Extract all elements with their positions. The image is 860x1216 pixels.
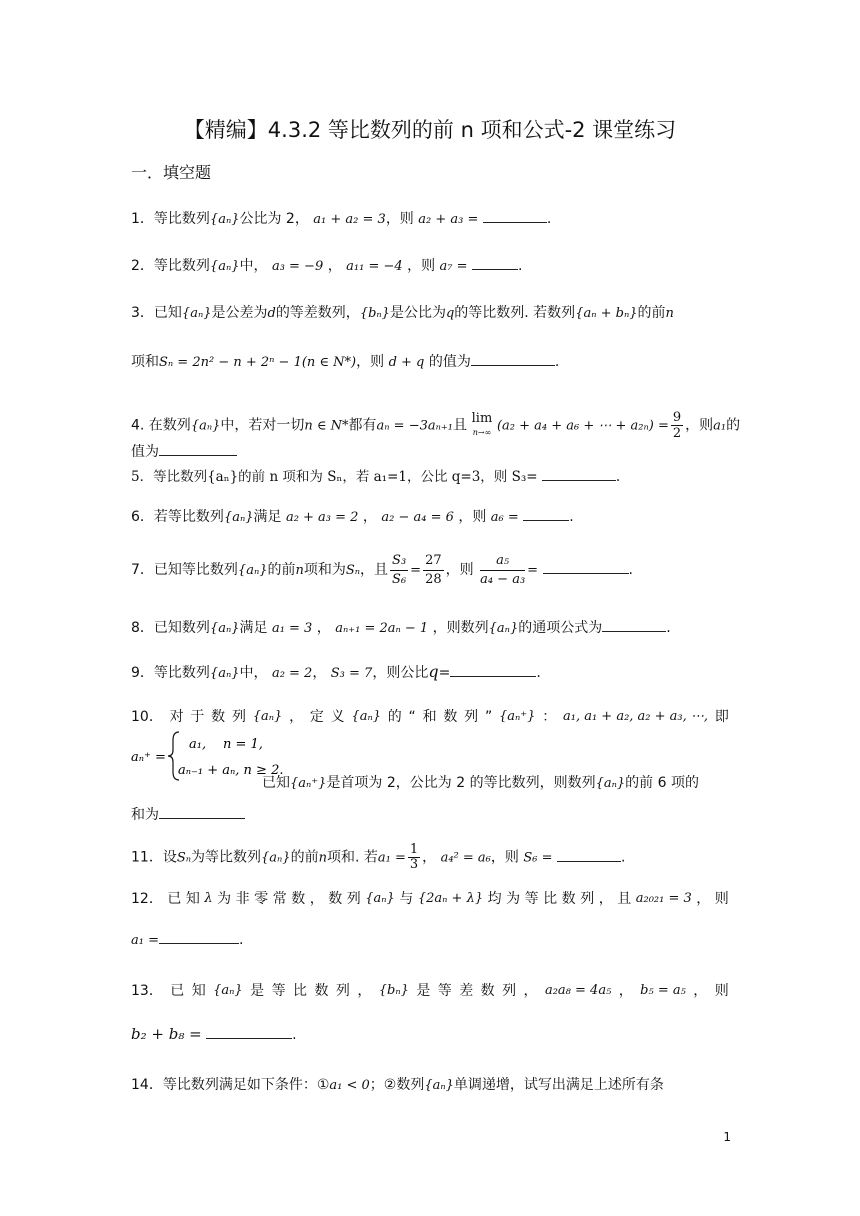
q6-text: . [569, 509, 574, 525]
q9-text: ， [312, 665, 327, 681]
q10l1-token: ” [484, 709, 493, 725]
q3-math: q [445, 306, 455, 321]
q7-denominator: S₆ [392, 571, 407, 587]
question-8 [131, 617, 671, 640]
q13l1-token: 等 [271, 983, 286, 999]
q10l1-token: 义 [330, 709, 345, 725]
q10l1-token: ： [542, 709, 557, 725]
q4-math: n ∈ N* [304, 418, 349, 434]
q12l1-token: ， [309, 891, 324, 907]
q4-text: 4. 在数列 [131, 417, 191, 434]
q13l1-token: 列 [335, 983, 350, 999]
q9-text: ，则公比 [372, 665, 429, 681]
q12l1-token: 列 [580, 891, 595, 907]
q3-math: Sₙ = 2n² − n + 2ⁿ − 1(n ∈ N*) [159, 355, 357, 370]
q4-lim-text: lim [471, 410, 493, 426]
question-6 [131, 506, 574, 529]
q14-math: {aₙ} [424, 1078, 454, 1093]
q7-text: 的前 [267, 562, 296, 578]
page-title: 【精编】4.3.2 等比数列的前 n 项和公式-2 课堂练习 [183, 118, 677, 142]
q8-text: . [666, 620, 671, 636]
q12l1-token: 知 [185, 891, 200, 907]
q3-math: {bₙ} [359, 306, 390, 321]
question-4-line-2 [131, 441, 237, 463]
q2-text: ，则 [407, 258, 436, 274]
question-3-line-2 [131, 351, 559, 374]
q6-text: ， [362, 509, 377, 525]
question-10-line-1 [131, 706, 729, 728]
q13l1-token: 数 [480, 983, 495, 999]
q7-math: Sₙ [345, 563, 361, 578]
q11-math: a₄² = a₆ [440, 850, 491, 866]
answer-blank[interactable] [159, 441, 237, 456]
answer-blank[interactable] [523, 506, 569, 521]
q12l1-token: 非 [235, 891, 250, 907]
q4-text: 的 [726, 417, 741, 434]
q2-text: ， [327, 258, 342, 274]
q13l1-token: 是 [416, 983, 431, 999]
q2-text: 中， [239, 258, 268, 274]
answer-blank[interactable] [206, 1024, 292, 1039]
q11-numerator: 1 [409, 842, 419, 857]
q13l1-token: 差 [459, 983, 474, 999]
q13l1-token: 已 [170, 983, 185, 999]
q7-fraction-ratio [423, 552, 444, 589]
question-9 [131, 661, 541, 685]
q10l1-token: 的 [387, 709, 402, 725]
q2-math: {aₙ} [209, 259, 240, 274]
q3-text: 的前 [637, 305, 666, 321]
q7-fraction-a [480, 552, 525, 589]
q10-text: 的前 6 项的 [625, 775, 699, 791]
q11-fraction [408, 843, 420, 872]
q2-text: . [518, 258, 523, 274]
q8-text: 的通项公式为 [518, 620, 603, 636]
q6-math: a₂ + a₃ = 2 [285, 510, 359, 525]
q13l1-token: ， [618, 983, 633, 999]
q10l1-token: {aₙ} [351, 709, 381, 724]
q11-math: Sₙ [176, 850, 192, 866]
q8-text: 8．已知数列 [131, 620, 210, 636]
q6-text: 满足 [253, 509, 282, 525]
q11-math: S₆ = [523, 850, 553, 866]
q10-text: 和为 [131, 807, 159, 823]
q7-text: ，则 [445, 562, 474, 578]
question-4-line-1 [131, 410, 741, 441]
q13-math: b₂ + b₈ = [131, 1025, 202, 1043]
q12l1-token: 等 [524, 891, 539, 907]
q12l1-token: 数 [328, 891, 343, 907]
q3-text: 的值为 [428, 354, 471, 370]
q10-piecewise-lhs: aₙ⁺ = [131, 750, 166, 765]
q1-math: {aₙ} [209, 212, 240, 227]
q10l1-token: “ [408, 709, 416, 725]
q3-text: . [554, 354, 560, 370]
q3-text: 项和 [131, 354, 159, 370]
q8-math: {aₙ} [209, 621, 240, 636]
q11-math: {aₙ} [261, 850, 291, 866]
q11-text: ， [422, 849, 437, 866]
q7-text: 7．已知等比数列 [131, 562, 238, 578]
q2-math: a₁₁ = −4 [346, 259, 403, 274]
q14-text: 单调递增，试写出满足上述所有条 [453, 1077, 664, 1093]
q7-math: {aₙ} [237, 563, 268, 578]
q7-math: = [410, 563, 422, 578]
question-10-line-2 [262, 772, 699, 795]
q10l1-token: 数 [443, 709, 458, 725]
q4-math: aₙ = −3aₙ₊₁ [376, 418, 453, 434]
q7-denominator: 28 [425, 571, 442, 587]
question-1 [131, 208, 551, 231]
q8-text: 满足 [239, 620, 268, 636]
q7-denominator: a₄ − a₃ [480, 571, 526, 587]
q9-text: = [438, 665, 451, 681]
q10-piecewise-row2: aₙ₋₁ + aₙ, n ≥ 2. [178, 763, 284, 778]
q11-denominator: 3 [409, 857, 419, 872]
q4-lim-sub: n→∞ [472, 427, 492, 437]
q7-numerator: 27 [423, 552, 444, 571]
question-14 [131, 1074, 664, 1097]
answer-blank[interactable] [483, 208, 547, 223]
q12l1-token: 列 [346, 891, 361, 907]
q11-text: ，则 [490, 849, 519, 866]
q12l1-token: 与 [399, 891, 414, 907]
q6-math: a₆ = [490, 510, 519, 525]
q12l1-token: 为 [506, 891, 521, 907]
q12-math: a₁ = [131, 933, 159, 948]
q12l1-token: a₂₀₂₁ = 3 [635, 891, 692, 906]
q14-text: ；②数列 [369, 1077, 425, 1093]
question-12-line-2 [131, 929, 243, 952]
q8-math: {aₙ} [488, 621, 519, 636]
question-11 [131, 843, 625, 871]
q10l1-token: 于 [190, 709, 205, 725]
answer-blank[interactable] [159, 929, 239, 944]
q10-math: {aₙ⁺} [290, 776, 327, 791]
q13l1-token: ， [693, 983, 708, 999]
q10l1-token: 数 [211, 709, 226, 725]
question-12-line-1 [131, 888, 729, 910]
q10l1-token: 即 [714, 709, 729, 725]
q4-text: 都有 [348, 417, 377, 434]
q13l1-token: 13． [131, 983, 163, 999]
q2-math: a₃ = −9 [271, 259, 324, 274]
q11-math: n [318, 850, 327, 866]
question-13-line-1 [131, 980, 729, 1002]
q1-text: ，则 [385, 211, 414, 227]
q10-text: 已知 [262, 775, 290, 791]
q12l1-token: 已 [167, 891, 182, 907]
q10-piecewise-definition [131, 728, 284, 784]
q12-text: . [239, 932, 244, 948]
q6-math: a₂ − a₄ = 6 [381, 510, 454, 525]
q8-math: aₙ₊₁ = 2aₙ − 1 [335, 621, 429, 636]
q1-math: a₁ + a₂ = 3 [313, 212, 386, 227]
q3-text: 3．已知 [131, 305, 182, 321]
q6-text: ，则 [458, 509, 487, 525]
q7-math: = [527, 563, 539, 578]
q13l1-token: 等 [437, 983, 452, 999]
answer-blank[interactable] [471, 351, 555, 366]
q12l1-token: 零 [254, 891, 269, 907]
q9-math: {aₙ} [209, 666, 240, 681]
q12l1-token: 数 [561, 891, 576, 907]
q7-text: . [628, 562, 633, 578]
q13l1-token: ， [357, 983, 372, 999]
q5-text: . [615, 469, 621, 485]
q4-text: 中，若对一切 [220, 417, 305, 434]
q7-math: n [295, 563, 304, 578]
q9-math: a₂ = 2 [271, 666, 313, 681]
question-2 [131, 255, 522, 278]
q10-piecewise-row1-cond: n = 1, [223, 737, 263, 752]
q1-text: . [546, 211, 552, 227]
q10l1-token: 定 [309, 709, 324, 725]
q9-text: 中， [239, 665, 268, 681]
question-3-line-1 [131, 302, 674, 325]
q10l1-token: ， [289, 709, 304, 725]
q11-text: 的前 [290, 849, 319, 866]
q13l1-token: 则 [714, 983, 729, 999]
q7-numerator: S₃ [390, 552, 408, 571]
q2-text: 2．等比数列 [131, 258, 210, 274]
q3-math: d + q [388, 355, 425, 370]
q4-fraction [671, 410, 683, 441]
q14-math: a₁ < 0 [329, 1078, 370, 1093]
q13l1-token: {bₙ} [378, 983, 409, 998]
q6-math: {aₙ} [223, 510, 254, 525]
question-7 [131, 548, 633, 592]
q10l1-token: {aₙ} [252, 709, 283, 724]
q4-denominator: 2 [672, 426, 682, 441]
q7-text: ，且 [360, 562, 389, 578]
q10-text: 是首项为 2，公比为 2 的等比数列，则数列 [326, 775, 596, 791]
q12l1-token: 且 [617, 891, 632, 907]
q3-math: {aₙ} [181, 306, 212, 321]
q13l1-token: 比 [293, 983, 308, 999]
q12l1-token: λ [204, 891, 213, 906]
answer-blank[interactable] [472, 255, 518, 270]
q13l1-token: 数 [314, 983, 329, 999]
q12l1-token: ， [696, 891, 711, 907]
q11-text: . [620, 849, 626, 866]
q13l1-token: 列 [502, 983, 517, 999]
q9-math: S₃ = 7 [330, 666, 373, 681]
q13l1-token: 知 [191, 983, 206, 999]
q1-math: a₂ + a₃ = [418, 212, 479, 227]
answer-blank[interactable] [450, 662, 536, 677]
q7-fraction-s [390, 552, 408, 589]
q10l1-token: 10． [131, 709, 163, 725]
q1-text: 公比为 2， [239, 211, 309, 227]
q4-text: ，则 [685, 417, 714, 434]
q12l1-token: 均 [487, 891, 502, 907]
q4-math: a₁ [713, 418, 727, 434]
q12l1-token: 常 [272, 891, 287, 907]
q8-math: a₁ = 3 [271, 621, 313, 636]
section-heading: 一．填空题 [131, 163, 212, 182]
q8-text: ， [316, 620, 331, 636]
q9-text: . [536, 665, 541, 681]
q11-text: 为等比数列 [191, 849, 262, 866]
q9-text: 9．等比数列 [131, 665, 210, 681]
q10l1-token: {aₙ⁺} [498, 709, 536, 724]
q10l1-token: a₁, a₁ + a₂, a₂ + a₃, ⋯, [562, 709, 709, 724]
q3-text: 的等比数列. 若数列 [454, 305, 576, 321]
q3-math: {aₙ + bₙ} [575, 306, 638, 321]
q12l1-token: 比 [543, 891, 558, 907]
q7-numerator: a₅ [480, 552, 525, 571]
answer-blank[interactable] [159, 804, 245, 819]
q12l1-token: {2aₙ + λ} [417, 891, 484, 906]
q10l1-token: 列 [231, 709, 246, 725]
question-5 [131, 466, 620, 488]
q13-text: . [292, 1027, 297, 1043]
q10l1-token: 对 [169, 709, 184, 725]
q11-math: a₁ = [377, 850, 406, 866]
q4-text: 值为 [131, 444, 159, 460]
q3-text: 的等差数列， [275, 305, 360, 321]
q4-text: 且 [452, 417, 467, 434]
q11-text: 项和. 若 [326, 849, 378, 866]
q12l1-token: 数 [291, 891, 306, 907]
q6-text: 6．若等比数列 [131, 509, 224, 525]
q7-text: 项和为 [303, 562, 346, 578]
q10l1-token: 列 [464, 709, 479, 725]
q4-math: {aₙ} [190, 418, 221, 434]
q5-text: 5．等比数列{aₙ}的前 n 项和为 Sₙ，若 a₁=1，公比 q=3，则 S₃= [131, 469, 538, 485]
q4-math: (a₂ + a₄ + a₆ + ⋯ + a₂ₙ) = [496, 418, 669, 434]
q12l1-token: ， [598, 891, 613, 907]
q3-text: 是公比为 [389, 305, 446, 321]
q13l1-token: b₅ = a₅ [640, 983, 686, 998]
q13l1-token: a₂a₈ = 4a₅ [544, 983, 612, 998]
question-13-line-2 [131, 1023, 297, 1046]
q11-text: 11．设 [131, 849, 177, 866]
q3-math: n [665, 306, 674, 321]
q2-math: a₇ = [439, 259, 468, 274]
q9-math: q [428, 662, 439, 681]
q4-numerator: 9 [672, 410, 682, 425]
q3-math: d [267, 306, 276, 321]
q8-text: ，则数列 [432, 620, 489, 636]
answer-blank[interactable] [557, 847, 621, 862]
q12l1-token: 为 [217, 891, 232, 907]
q13l1-token: 是 [250, 983, 265, 999]
q10-piecewise-row1: a₁, [189, 737, 207, 752]
q13l1-token: ， [523, 983, 538, 999]
q13l1-token: {aₙ} [213, 983, 243, 998]
q4-limit [467, 412, 497, 440]
q14-text: 14．等比数列满足如下条件：① [131, 1077, 330, 1093]
q10l1-token: 和 [422, 709, 437, 725]
answer-blank[interactable] [602, 617, 666, 632]
q10-math: {aₙ} [595, 776, 626, 791]
page-number: 1 [723, 1130, 731, 1144]
answer-blank[interactable] [542, 466, 616, 481]
question-10-line-3 [131, 804, 245, 826]
answer-blank[interactable] [543, 559, 629, 574]
q3-text: ，则 [356, 354, 385, 370]
q3-text: 是公差为 [211, 305, 268, 321]
q12l1-token: 则 [714, 891, 729, 907]
q12l1-token: {aₙ} [365, 891, 395, 906]
q12l1-token: 12． [131, 891, 163, 907]
q1-text: 1．等比数列 [131, 211, 210, 227]
